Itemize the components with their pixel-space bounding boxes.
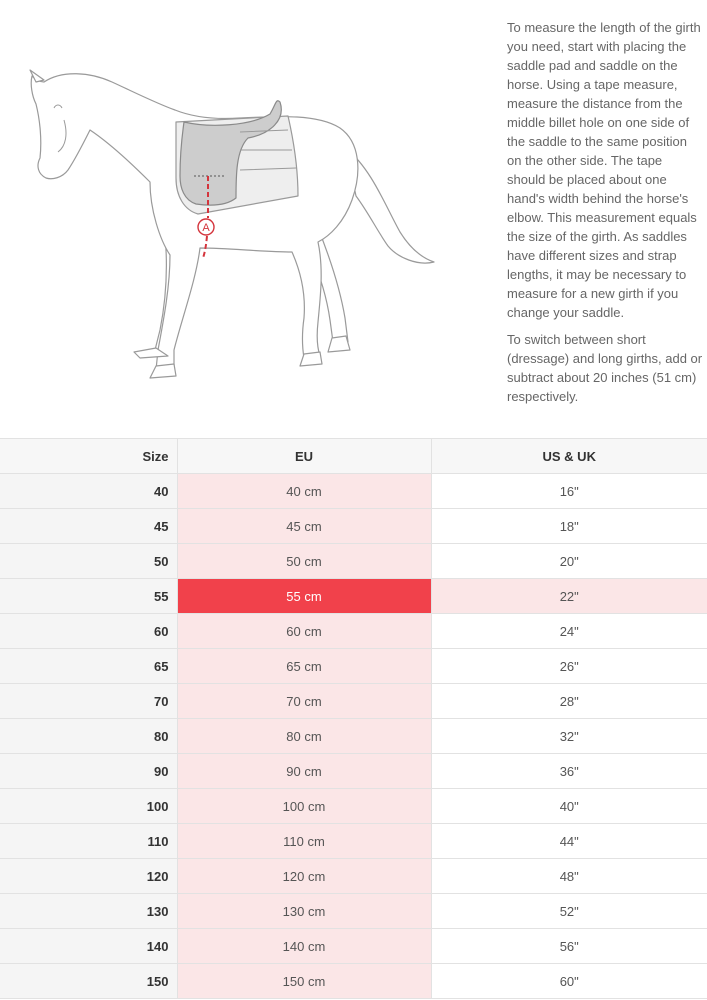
size-cell: 150 — [0, 964, 177, 999]
table-row — [0, 614, 707, 649]
girth-size-table — [0, 438, 707, 999]
size-cell: 100 — [0, 789, 177, 824]
size-cell: 120 — [0, 859, 177, 894]
table-row — [0, 649, 707, 684]
table-row — [0, 964, 707, 999]
eu-cell: 130 cm — [177, 894, 431, 929]
horse-hoof — [328, 336, 350, 352]
table-row — [0, 824, 707, 859]
girth-marker-label: A — [202, 222, 210, 234]
us-uk-cell: 26" — [431, 649, 707, 684]
us-uk-cell: 52" — [431, 894, 707, 929]
table-row — [0, 509, 707, 544]
us-uk-cell: 44" — [431, 824, 707, 859]
instructions-paragraph: To measure the length of the girth you need, start with placing the saddle pad and saddle on the horse. Using a tape measure, measure the distance from the middle billet hole on one side of the saddle to the same position on the other side. The tape should be placed about one hand's width behind the horse's elbow. This measurement equals the size of the girth. As saddles have different sizes and strap lengths, it may be necessary to measure for a new girth if you change your saddle. — [507, 20, 701, 320]
horse-tail — [346, 148, 434, 263]
table-row — [0, 579, 707, 614]
horse-girth-illustration — [0, 0, 470, 430]
us-uk-cell: 28" — [431, 684, 707, 719]
instructions-paragraph: To switch between short (dressage) and long girths, add or subtract about 20 inches (51 cm) respectively. — [507, 332, 703, 404]
table-row — [0, 719, 707, 754]
size-cell: 90 — [0, 754, 177, 789]
us-uk-cell: 36" — [431, 754, 707, 789]
us-uk-cell: 56" — [431, 929, 707, 964]
measurement-instructions — [507, 18, 703, 414]
size-cell: 55 — [0, 579, 177, 614]
table-header-row — [0, 439, 707, 474]
table-row — [0, 894, 707, 929]
us-uk-cell: 32" — [431, 719, 707, 754]
size-cell: 70 — [0, 684, 177, 719]
us-uk-cell: 18" — [431, 509, 707, 544]
eu-cell: 140 cm — [177, 929, 431, 964]
us-uk-cell: 24" — [431, 614, 707, 649]
table-row — [0, 684, 707, 719]
horse-hoof — [150, 364, 176, 378]
table-row — [0, 754, 707, 789]
us-uk-cell: 20" — [431, 544, 707, 579]
eu-cell: 90 cm — [177, 754, 431, 789]
size-cell: 65 — [0, 649, 177, 684]
table-row — [0, 929, 707, 964]
us-uk-cell: 40" — [431, 789, 707, 824]
table-row — [0, 474, 707, 509]
table-row — [0, 544, 707, 579]
table-row — [0, 789, 707, 824]
us-uk-cell: 22" — [431, 579, 707, 614]
us-uk-column-header: US & UK — [431, 439, 707, 474]
size-cell: 60 — [0, 614, 177, 649]
eu-cell: 50 cm — [177, 544, 431, 579]
size-cell: 80 — [0, 719, 177, 754]
horse-body — [31, 74, 358, 370]
eu-cell: 60 cm — [177, 614, 431, 649]
eu-cell: 70 cm — [177, 684, 431, 719]
us-uk-cell: 16" — [431, 474, 707, 509]
eu-cell: 55 cm — [177, 579, 431, 614]
eu-cell: 45 cm — [177, 509, 431, 544]
size-cell: 40 — [0, 474, 177, 509]
size-cell: 45 — [0, 509, 177, 544]
eu-cell: 120 cm — [177, 859, 431, 894]
size-cell: 110 — [0, 824, 177, 859]
eu-cell: 100 cm — [177, 789, 431, 824]
eu-cell: 65 cm — [177, 649, 431, 684]
size-cell: 50 — [0, 544, 177, 579]
eu-cell: 80 cm — [177, 719, 431, 754]
us-uk-cell: 48" — [431, 859, 707, 894]
size-cell: 130 — [0, 894, 177, 929]
eu-cell: 150 cm — [177, 964, 431, 999]
size-column-header: Size — [0, 439, 177, 474]
eu-cell: 110 cm — [177, 824, 431, 859]
table-row — [0, 859, 707, 894]
eu-cell: 40 cm — [177, 474, 431, 509]
eu-column-header: EU — [177, 439, 431, 474]
size-cell: 140 — [0, 929, 177, 964]
us-uk-cell: 60" — [431, 964, 707, 999]
